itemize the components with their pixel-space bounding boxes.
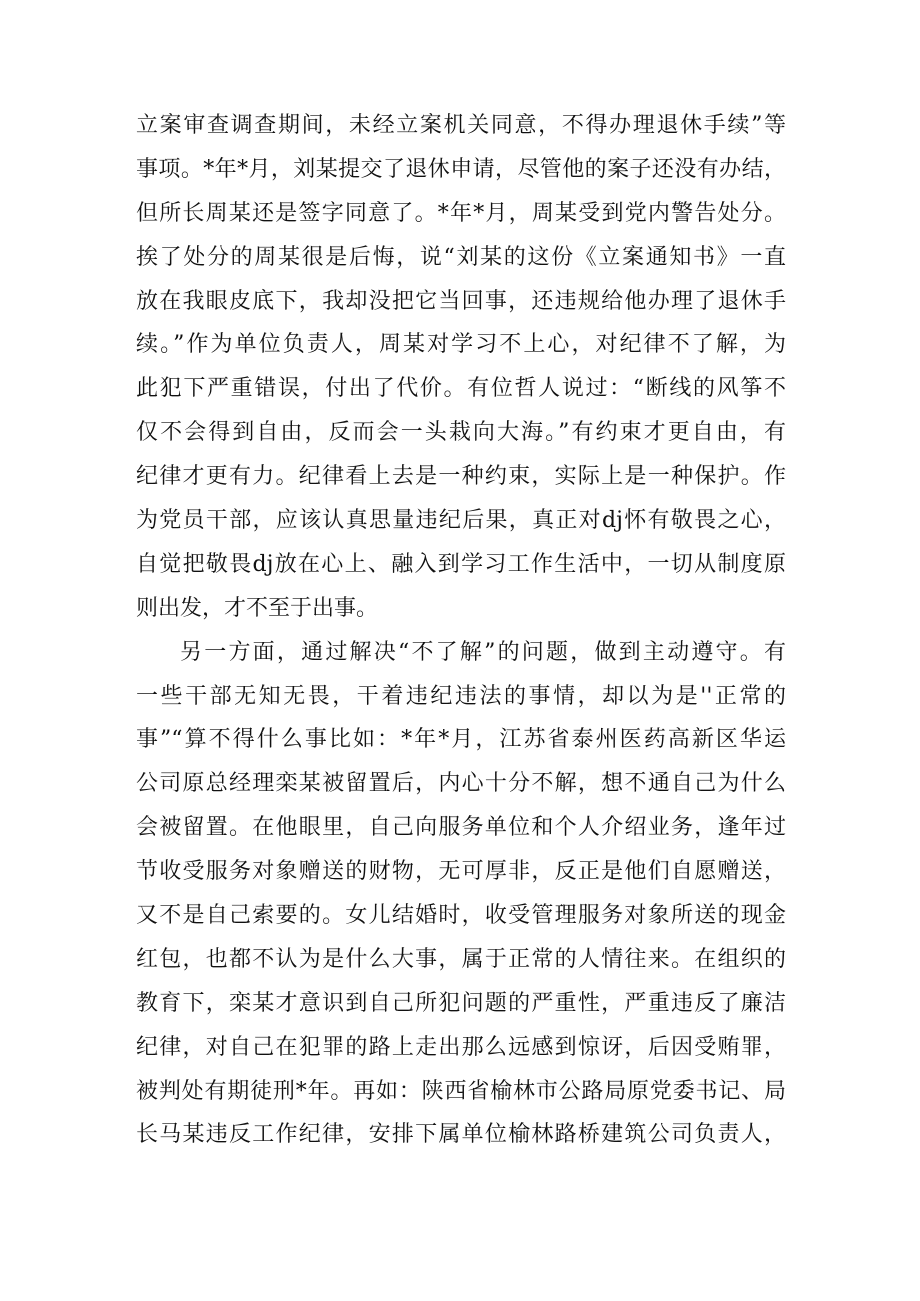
- text-line: 一些干部无知无畏，干着违纪违法的事情，却以为是''正常的: [136, 683, 786, 709]
- paragraph-end-line: 则出发，才不至于出事。: [136, 595, 379, 621]
- text-line: 事”“算不得什么事比如：*年*月，江苏省泰州医药高新区华运: [136, 727, 786, 753]
- text-line: 节收受服务对象赠送的财物，无可厚非，反正是他们自愿赠送，: [136, 859, 786, 885]
- text-line: 放在我眼皮底下，我却没把它当回事，还违规给他办理了退休手: [136, 288, 786, 314]
- text-line: 但所长周某还是签字同意了。*年*月，周某受到党内警告处分。: [136, 200, 786, 226]
- text-line: 挨了处分的周某很是后悔，说“刘某的这份《立案通知书》一直: [136, 244, 786, 270]
- text-line: 事项。*年*月，刘某提交了退休申请，尽管他的案子还没有办结，: [136, 156, 786, 182]
- text-line: 公司原总经理栾某被留置后，内心十分不解，想不通自己为什么: [136, 771, 786, 797]
- text-line: 仅不会得到自由，反而会一头栽向大海。”有约束才更自由，有: [136, 420, 786, 446]
- paragraph-start-line: 另一方面，通过解决“不了解”的问题，做到主动遵守。有: [180, 639, 786, 665]
- body-text: [136, 104, 786, 1157]
- text-line: 教育下，栾某才意识到自己所犯问题的严重性，严重违反了廉洁: [136, 990, 786, 1016]
- text-line: 自觉把敬畏dj放在心上、融入到学习工作生活中，一切从制度原: [136, 551, 786, 577]
- text-line: 又不是自己索要的。女儿结婚时，收受管理服务对象所送的现金: [136, 903, 786, 929]
- text-line: 立案审查调查期间，未经立案机关同意，不得办理退休手续”等: [136, 113, 786, 138]
- text-line: 此犯下严重错误，付出了代价。有位哲人说过：“断线的风筝不: [136, 376, 786, 402]
- text-line: 续。”作为单位负责人，周某对学习不上心，对纪律不了解，为: [136, 332, 786, 358]
- text-line: 长马某违反工作纪律，安排下属单位榆林路桥建筑公司负责人，: [136, 1122, 786, 1148]
- text-line: 为党员干部，应该认真思量违纪后果，真正对dj怀有敬畏之心，: [136, 508, 786, 534]
- text-line: 红包，也都不认为是什么大事，属于正常的人情往来。在组织的: [136, 946, 786, 972]
- text-line: 纪律，对自己在犯罪的路上走出那么远感到惊讶，后因受贿罪，: [136, 1034, 786, 1060]
- text-line: 纪律才更有力。纪律看上去是一种约束，实际上是一种保护。作: [136, 464, 786, 490]
- text-line: 被判处有期徒刑*年。再如：陕西省榆林市公路局原党委书记、局: [136, 1078, 786, 1104]
- text-line: 会被留置。在他眼里，自己向服务单位和个人介绍业务，逢年过: [136, 815, 786, 841]
